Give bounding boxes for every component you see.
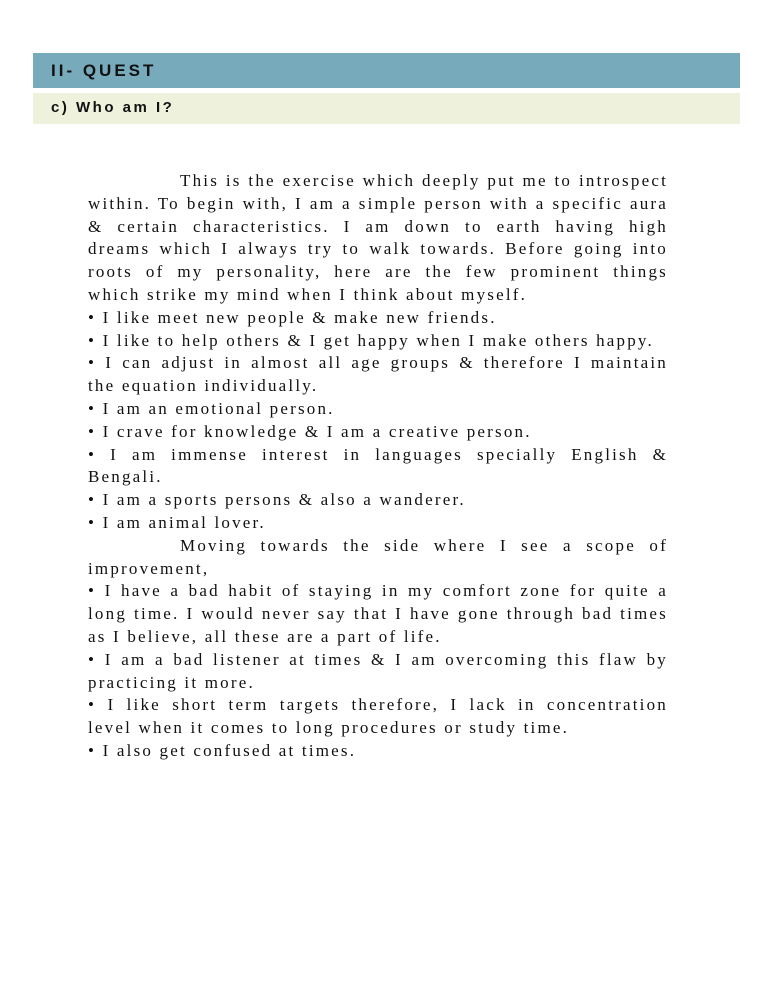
strength-item: • I am immense interest in languages specially English & Bengali. xyxy=(88,444,668,487)
strength-item: • I am an emotional person. xyxy=(88,398,335,418)
intro-paragraph: This is the exercise which deeply put me to introspect within. To begin with, I am a simple person with a specific aura & certain characteristics. I am down to earth having high dreams which I always try to walk towards. Before going into roots of my personality, here are the few prominent things which strike my mind when I think about myself. xyxy=(88,171,668,304)
subsection-header-bar xyxy=(33,93,740,124)
strength-item: • I like meet new people & make new friends. xyxy=(88,307,497,327)
strength-item: • I am a sports persons & also a wanderer. xyxy=(88,490,466,510)
body-text xyxy=(88,170,668,763)
section-title: II- QUEST xyxy=(51,61,157,80)
strength-item: • I am animal lover. xyxy=(88,512,266,532)
improvement-item: • I like short term targets therefore, I lack in concentration level when it comes to long procedures or study time. xyxy=(88,695,668,738)
section-header-bar xyxy=(33,53,740,88)
subsection-title: c) Who am I? xyxy=(51,99,175,116)
improvement-item: • I also get confused at times. xyxy=(88,740,357,760)
strength-item: • I crave for knowledge & I am a creative person. xyxy=(88,421,532,441)
transition-paragraph: Moving towards the side where I see a scope of improvement, xyxy=(88,535,668,578)
improvement-item: • I am a bad listener at times & I am overcoming this flaw by practicing it more. xyxy=(88,649,668,692)
strength-item: • I can adjust in almost all age groups & therefore I maintain the equation individually. xyxy=(88,353,668,396)
improvement-item: • I have a bad habit of staying in my comfort zone for quite a long time. I would never say that I have gone through bad times as I believe, all these are a part of life. xyxy=(88,581,668,646)
strength-item: • I like to help others & I get happy when I make others happy. xyxy=(88,330,654,350)
